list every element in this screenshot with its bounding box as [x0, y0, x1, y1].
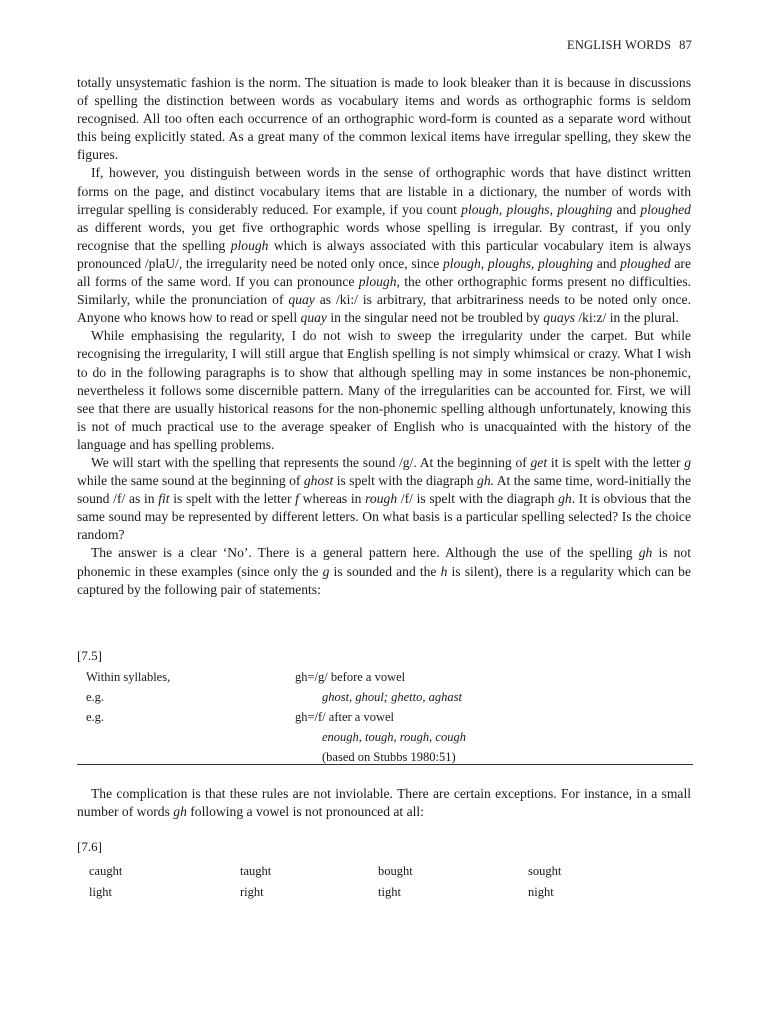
text-run: is sounded and the — [329, 563, 441, 579]
horizontal-rule — [77, 764, 693, 765]
word-row — [89, 861, 589, 882]
italic-term: ploughed — [640, 201, 691, 217]
italic-term: plough, ploughs, ploughing — [443, 255, 594, 271]
paragraph — [77, 544, 691, 598]
rule-statement: gh=/f/ after a vowel — [295, 710, 395, 724]
example-word: caught — [89, 864, 123, 878]
example-word: sought — [528, 864, 562, 878]
text-run: whereas in — [298, 491, 366, 507]
rule-row — [86, 727, 692, 747]
text-run: is silent), there is a regularity which can be captured by the following pair of statements: — [77, 563, 692, 597]
text-run: is spelt with the diagraph — [333, 473, 478, 489]
text-run: and — [593, 255, 621, 271]
italic-term: ploughed — [620, 255, 671, 271]
text-run: the other orthographic forms present no difficulties. Similarly, while the pronunciation of — [77, 274, 692, 308]
word-row — [89, 882, 589, 903]
italic-term: h — [440, 563, 448, 579]
italic-term: gh — [638, 545, 653, 561]
italic-term: ghost — [303, 473, 334, 489]
rule-examples: enough, tough, rough, cough — [322, 730, 466, 744]
example-word: light — [89, 885, 112, 899]
text-run: The complication is that these rules are not inviolable. There are certain exceptions. For instance, in a small number of words — [77, 786, 691, 820]
text-run: /f/ is spelt with the diagraph — [397, 491, 559, 507]
example-7-6-word-grid — [89, 861, 589, 903]
text-run: as different words, you get five orthographic words whose spelling is irregular. By contrast, if you only recognise that the spelling — [77, 219, 691, 253]
italic-term: plough — [230, 237, 269, 253]
text-run: /ki:z/ in the plural. — [575, 310, 679, 326]
text-run: and — [612, 201, 641, 217]
rule-examples: ghost, ghoul; ghetto, aghast — [322, 690, 462, 704]
body-text-after — [77, 785, 691, 821]
text-run: is spelt with the letter — [169, 491, 296, 507]
italic-term: gh — [173, 804, 187, 820]
italic-term: plough, ploughs, ploughing — [461, 201, 613, 217]
running-header — [567, 38, 692, 53]
page-number: 87 — [679, 38, 692, 52]
text-run: while the same sound at the beginning of — [77, 473, 304, 489]
text-run: as /ki:/ is arbitrary, that arbitrariness needs to be noted only once. Anyone who knows how to read or spell — [77, 292, 691, 326]
italic-term: get — [530, 454, 548, 470]
text-run: At the same time, word-initially the sound /f/ as in — [77, 473, 691, 507]
running-title: ENGLISH WORDS — [566, 38, 672, 52]
text-run: While emphasising the regularity, I do not wish to sweep the irregularity under the carpet. But while recognising the irregularity, I will still argue that English spelling is not simply whimsical or crazy. What I wish to do in the following paragraphs is to show that although spelling may in some instances be non-phonemic, nevertheless it follows some discernible pattern. Many of the irregularities can be accounted for. First, we will see that there are usually historical reasons for the non-phonemic spelling although unfortunately, knowing this is not of much practical use to the average speaker of English who is unacquainted with the history of the language and has spelling problems. — [77, 328, 691, 452]
italic-term: rough — [365, 491, 398, 507]
example-label-7-6: [7.6] — [77, 839, 102, 854]
text-run: which is always associated with this particular vocabulary item is always pronounced /plaU/, the irregularity need be noted only once, since — [77, 237, 692, 271]
text-run: If, however, you distinguish between words in the sense of orthographic words that have distinct written forms on the page, and distinct vocabulary items that are listable in a dictionary, the number of words with irregular spelling is considerably reduced. For example, if you count — [77, 165, 691, 217]
italic-term: quay — [300, 310, 327, 326]
example-7-5-rules — [86, 667, 692, 767]
example-word: right — [240, 885, 264, 899]
text-run: is not phonemic in these examples (since only the — [77, 545, 692, 579]
paragraph — [77, 74, 691, 164]
italic-term: gh. — [477, 473, 495, 489]
rule-condition: Within syllables, — [86, 670, 171, 684]
paragraph — [77, 327, 691, 454]
example-word: taught — [240, 864, 272, 878]
italic-term: g — [322, 563, 330, 579]
italic-term: f — [295, 491, 299, 507]
italic-term: gh — [558, 491, 572, 507]
rule-statement: gh=/g/ before a vowel — [295, 670, 406, 684]
text-run: it is spelt with the letter — [547, 454, 685, 470]
text-run: . It is obvious that the same sound may be represented by different letters. On what basis is a particular spelling selected? Is the choice random? — [77, 491, 691, 543]
text-run: We will start with the spelling that represents the sound /g/. At the beginning of — [91, 454, 531, 470]
italic-term: quays — [543, 310, 575, 326]
text-run: are all forms of the same word. If you can pronounce — [77, 255, 691, 290]
text-run: totally unsystematic fashion is the norm. The situation is made to look bleaker than it is because in discussions of spelling the distinction between words as vocabulary items and words as orthographic forms is seldom recognised. All too often each occurrence of an orthographic word-form is counted as a separate word without this being explicitly stated. As a great many of the common lexical items have irregular spelling, they skew the figures. — [77, 75, 691, 163]
text-run: following a vowel is not pronounced at all: — [186, 804, 424, 820]
italic-term: plough, — [358, 274, 400, 290]
rule-eg: e.g. — [86, 690, 105, 704]
example-word: night — [528, 885, 554, 899]
italic-term: g — [684, 454, 691, 470]
text-run: in the singular need not be troubled by — [326, 310, 544, 326]
italic-term: quay — [288, 292, 315, 308]
rule-eg: e.g. — [86, 710, 105, 724]
example-word: bought — [378, 864, 413, 878]
rule-row — [86, 707, 692, 727]
paragraph — [77, 164, 691, 327]
rule-row — [86, 687, 692, 707]
example-label-7-5: [7.5] — [77, 648, 102, 663]
example-word: tight — [378, 885, 401, 899]
text-run: The answer is a clear ‘No’. There is a general pattern here. Although the use of the spelling — [91, 545, 639, 561]
body-text — [77, 74, 691, 599]
rule-source: (based on Stubbs 1980:51) — [322, 750, 456, 764]
italic-term: fit — [158, 491, 170, 507]
rule-row — [86, 667, 692, 687]
paragraph — [77, 454, 691, 544]
